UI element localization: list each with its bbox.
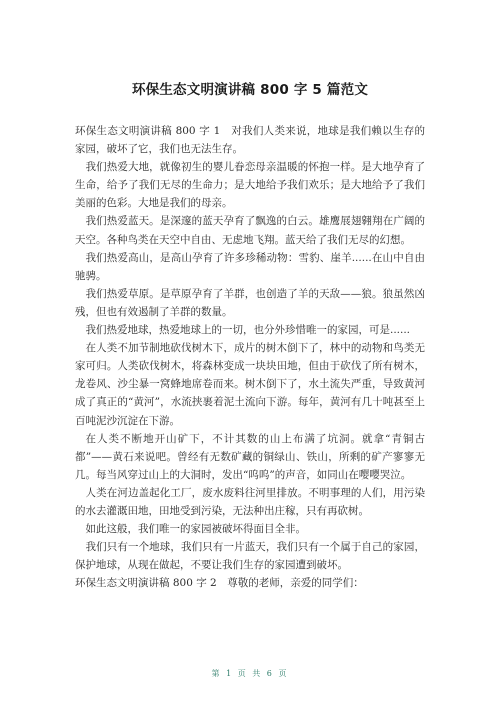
paragraph: 环保生态文明演讲稿 800 字 2 尊敬的老师，亲爱的同学们：	[75, 577, 364, 590]
document-title: 环保生态文明演讲稿 800 字 5 篇范文	[131, 82, 369, 98]
paragraph: 在人类不加节制地砍伐树木下，成片的树木倒下了，林中的动物和鸟类无家可归。人类砍伐树木，将森林变成一块块田地，但由于砍伐了所有树木，龙卷风、沙尘暴一窝蜂地席卷而来。树木倒下了，水土流失严重，导致黄河成了真正的“黄河”，水流挟裹着泥土流向下游。每年，黄河有几十吨甚至上百吨泥沙沉淀在下游。	[75, 342, 425, 427]
paragraph: 我们只有一个地球，我们只有一片蓝天，我们只有一个属于自己的家园，保护地球，从现在做起，不要让我们生存的家园遭到破坏。	[75, 541, 425, 572]
paragraph: 如此这般，我们唯一的家园被破坏得面目全非。	[85, 523, 306, 536]
paragraph: 我们热爱地球，热爱地球上的一切，也分外珍惜唯一的家园，可是......	[85, 324, 411, 337]
paragraph: 人类在河边盖起化工厂，废水废料往河里排放。不明事理的人们，用污染的水去灌溉田地，田地受到污染，无法种出庄稼，只有再砍树。	[75, 486, 425, 517]
paragraph: 我们热爱草原。是草原孕育了羊群，也创造了羊的天敌——狼。狼虽然凶残，但也有效遏制了羊群的数量。	[75, 287, 425, 318]
paragraph: 我们热爱蓝天。是深邃的蓝天孕育了飘逸的白云。雄鹰展翅翱翔在广阔的天空。各种鸟类在天空中自由、无虑地飞翔。蓝天给了我们无尽的幻想。	[75, 215, 425, 246]
document-body	[75, 122, 425, 592]
paragraph: 在人类不断地开山矿下，不计其数的山上布满了坑洞。就拿“青铜古都”——黄石来说吧。曾经有无数矿藏的铜绿山、铁山，所剩的矿产寥寥无几。每当风穿过山上的大洞时，发出“呜呜”的声音，如同山在嘤嘤哭泣。	[75, 432, 425, 481]
paragraph: 我们热爱高山，是高山孕育了许多珍稀动物：雪豹、崖羊......在山中自由驰骋。	[75, 251, 425, 282]
paragraph: 我们热爱大地，就像初生的婴儿眷恋母亲温暖的怀抱一样。是大地孕育了生命，给予了我们无尽的生命力；是大地给予我们欢乐；是大地给予了我们美丽的色彩。大地是我们的母亲。	[75, 161, 425, 210]
page-number-footer: 第 1 页 共 6 页	[211, 669, 289, 678]
paragraph: 环保生态文明演讲稿 800 字 1 对我们人类来说，地球是我们赖以生存的家园，破坏了它，我们也无法生存。	[75, 125, 425, 156]
